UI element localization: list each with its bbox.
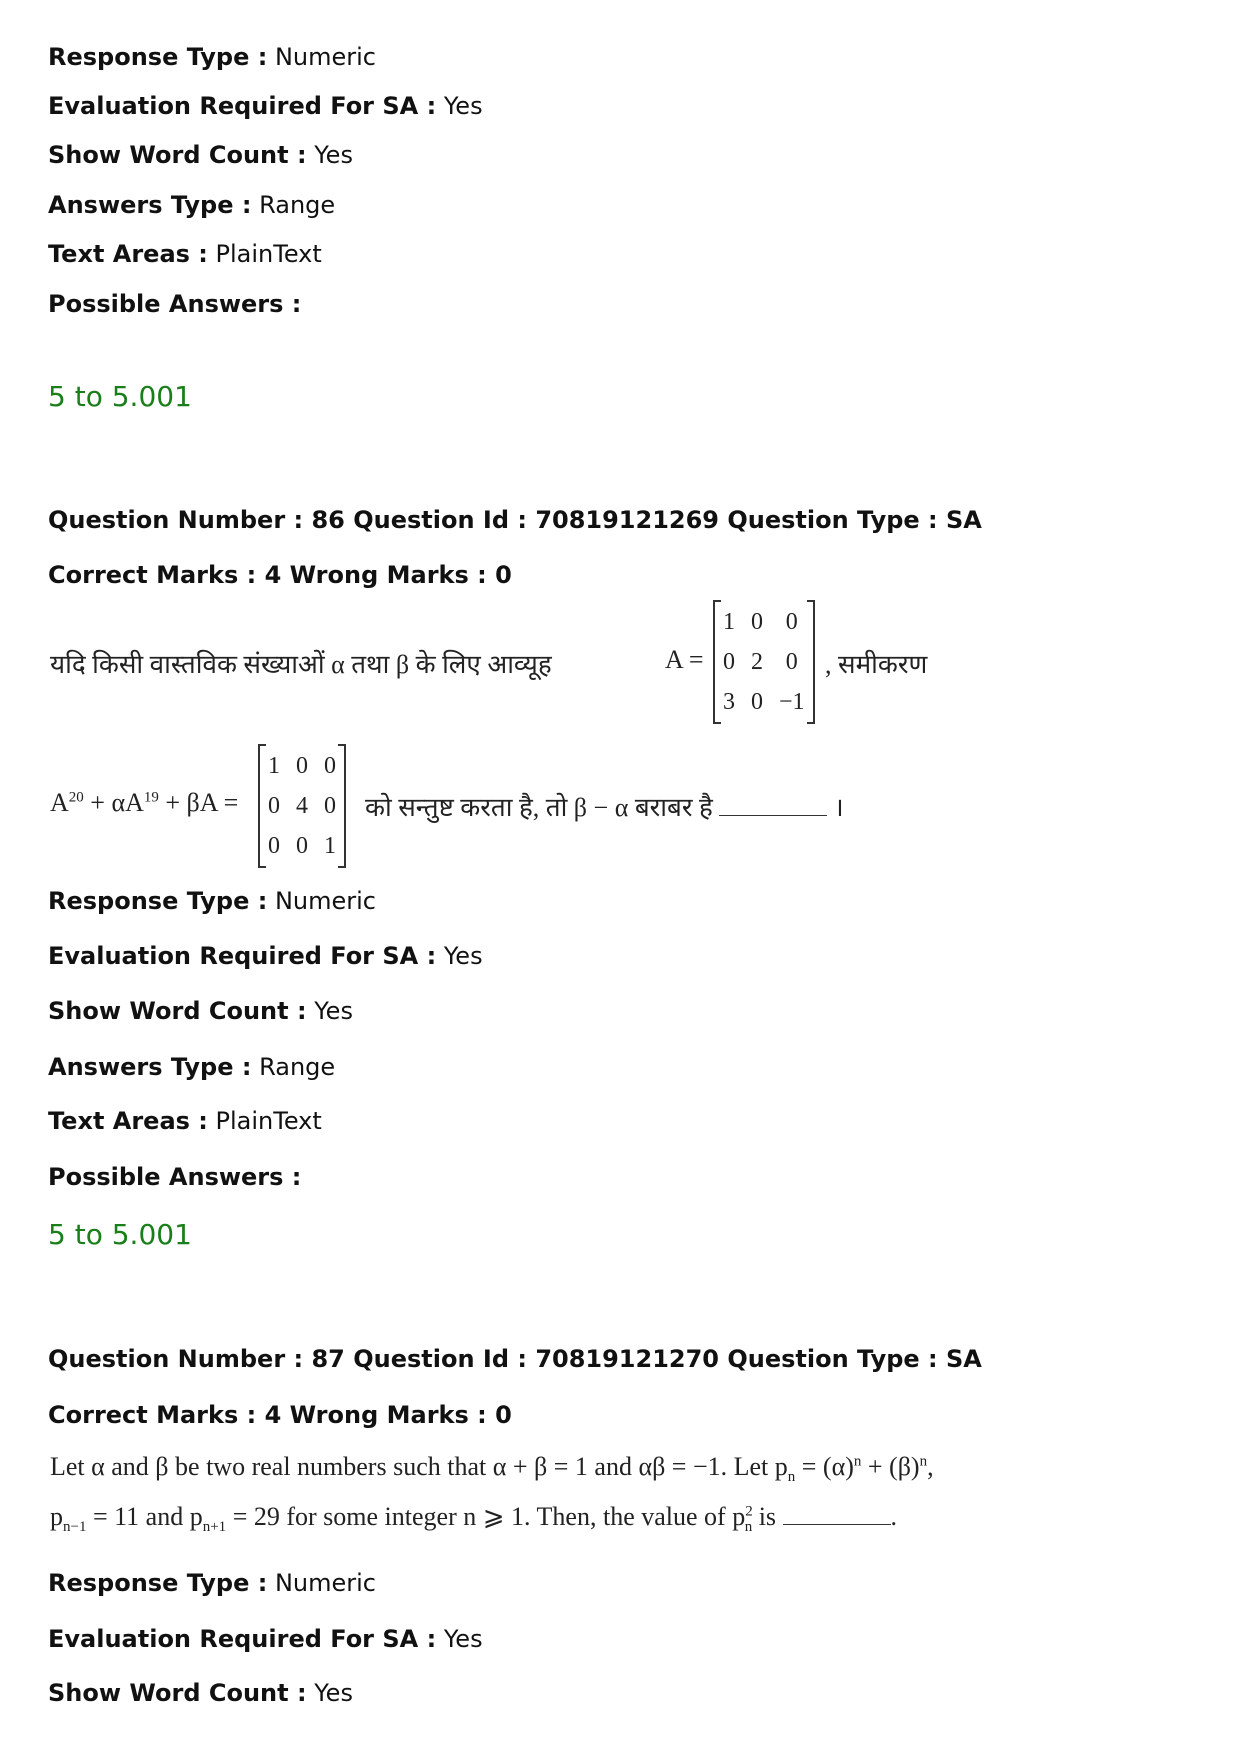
field-answers-type: Answers Type : Range xyxy=(48,191,336,219)
field-show-word-count: Show Word Count : Yes xyxy=(48,1679,353,1707)
field-show-word-count: Show Word Count : Yes xyxy=(48,997,353,1025)
field-response-type: Response Type : Numeric xyxy=(48,887,376,915)
field-possible-answers: Possible Answers : xyxy=(48,1163,302,1191)
field-response-type: Response Type : Numeric xyxy=(48,43,376,71)
question-marks: Correct Marks : 4 Wrong Marks : 0 xyxy=(48,1401,512,1429)
answer-blank xyxy=(783,1506,891,1525)
field-evaluation-required: Evaluation Required For SA : Yes xyxy=(48,92,483,120)
possible-answer: 5 to 5.001 xyxy=(48,1218,192,1251)
question-text-line-1-tail: , समीकरण xyxy=(825,650,928,679)
matrix-a: 1 0 0 0 2 0 3 0 −1 xyxy=(713,602,815,722)
question-marks: Correct Marks : 4 Wrong Marks : 0 xyxy=(48,561,512,589)
field-possible-answers: Possible Answers : xyxy=(48,290,302,318)
possible-answer: 5 to 5.001 xyxy=(48,380,192,413)
equation-lhs: $A^{20} + \alpha A^{19} + \beta A$ = xyxy=(50,788,239,817)
equation-rhs-text: को सन्तुष्ट करता है, तो β − α बराबर है । xyxy=(365,793,844,822)
matrix-b: 1 0 0 0 4 0 0 0 1 xyxy=(258,746,346,866)
field-show-word-count: Show Word Count : Yes xyxy=(48,141,353,169)
field-text-areas: Text Areas : PlainText xyxy=(48,1107,322,1135)
question-header: Question Number : 87 Question Id : 70819121270 Question Type : SA xyxy=(48,1345,982,1373)
answer-blank xyxy=(719,797,827,816)
matrix-a-label: A = xyxy=(665,645,704,674)
question-text-line-2: $p_{n-1} = 11$ and $p_{n+1} = 29$ for some integer n ⩾ 1. Then, the value of $p^2_n$ is . xyxy=(50,1502,898,1536)
field-evaluation-required: Evaluation Required For SA : Yes xyxy=(48,1625,483,1653)
field-answers-type: Answers Type : Range xyxy=(48,1053,336,1081)
field-text-areas: Text Areas : PlainText xyxy=(48,240,322,268)
field-response-type: Response Type : Numeric xyxy=(48,1569,376,1597)
question-text-line-1: यदि किसी वास्तविक संख्याओं α तथा β के लिए आव्यूह xyxy=(50,650,552,679)
field-evaluation-required: Evaluation Required For SA : Yes xyxy=(48,942,483,970)
question-text-line-1: Let α and β be two real numbers such that α + β = 1 and αβ = −1. Let $p_n = (\alpha)^n + (\beta)^n$, xyxy=(50,1452,934,1486)
question-header: Question Number : 86 Question Id : 70819121269 Question Type : SA xyxy=(48,506,982,534)
